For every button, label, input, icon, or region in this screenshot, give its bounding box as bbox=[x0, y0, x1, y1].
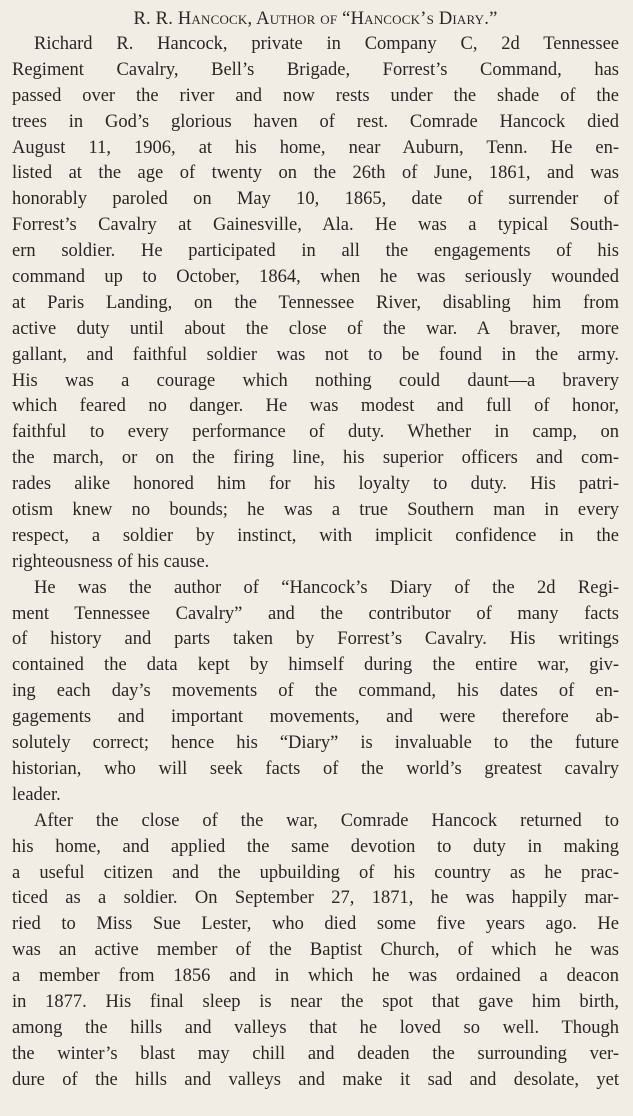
text-line: Regiment Cavalry, Bell’s Brigade, Forrest’s Command, has bbox=[12, 59, 619, 80]
text-line: contained the data kept by himself during the entire war, giv- bbox=[12, 655, 619, 676]
text-line: gallant, and faithful soldier was not to be found in the army. bbox=[12, 344, 619, 365]
text-line: listed at the age of twenty on the 26th of June, 1861, and was bbox=[12, 163, 619, 184]
text-line: in 1877. His final sleep is near the spot that gave him birth, bbox=[12, 991, 619, 1012]
text-line: trees in God’s glorious haven of rest. Comrade Hancock died bbox=[12, 111, 619, 132]
text-line: ing each day’s movements of the command, his dates of en- bbox=[12, 681, 619, 702]
text-line: Richard R. Hancock, private in Company C, 2d Tennessee bbox=[34, 34, 619, 54]
text-line: his home, and applied the same devotion to duty in making bbox=[12, 836, 619, 857]
text-line: the march, or on the firing line, his superior officers and com- bbox=[12, 448, 619, 469]
text-line: faithful to every performance of duty. Whether in camp, on bbox=[12, 422, 619, 443]
text-line: was an active member of the Baptist Church, of which he was bbox=[12, 940, 619, 961]
text-line: His was a courage which nothing could daunt—a bravery bbox=[12, 370, 619, 391]
text-line: which feared no danger. He was modest and full of honor, bbox=[12, 396, 619, 417]
text-line: passed over the river and now rests under the shade of the bbox=[12, 85, 619, 106]
text-line: ried to Miss Sue Lester, who died some five years ago. He bbox=[12, 914, 619, 935]
text-line: leader. bbox=[12, 784, 61, 805]
text-line: ment Tennessee Cavalry” and the contributor of many facts bbox=[12, 603, 619, 624]
text-line: a member from 1856 and in which he was ordained a deacon bbox=[12, 966, 619, 987]
text-line: a useful citizen and the upbuilding of his country as he prac- bbox=[12, 862, 619, 883]
text-line: August 11, 1906, at his home, near Auburn, Tenn. He en- bbox=[12, 137, 619, 158]
text-line: at Paris Landing, on the Tennessee River, disabling him from bbox=[12, 292, 619, 313]
text-line: He was the author of “Hancock’s Diary of the 2d Regi- bbox=[34, 577, 619, 598]
text-line: among the hills and valleys that he loved so well. Though bbox=[12, 1017, 619, 1038]
text-line: gagements and important movements, and were therefore ab- bbox=[12, 707, 619, 728]
text-line: solutely correct; hence his “Diary” is invaluable to the future bbox=[12, 733, 619, 754]
text-line: of history and parts taken by Forrest’s Cavalry. His writings bbox=[12, 629, 619, 650]
text-line: historian, who will seek facts of the world’s greatest cavalry bbox=[12, 758, 619, 779]
text-line: honorably paroled on May 10, 1865, date of surrender of bbox=[12, 189, 619, 210]
paragraph bbox=[12, 576, 619, 809]
text-line: rades alike honored him for his loyalty to duty. His patri- bbox=[12, 474, 619, 495]
text-line: Forrest’s Cavalry at Gainesville, Ala. He was a typical South- bbox=[12, 215, 619, 236]
text-line: command up to October, 1864, when he was seriously wounded bbox=[12, 267, 619, 288]
text-line: otism knew no bounds; he was a true Southern man in every bbox=[12, 500, 619, 521]
text-line: active duty until about the close of the war. A braver, more bbox=[12, 318, 619, 339]
text-line: respect, a soldier by instinct, with implicit confidence in the bbox=[12, 525, 619, 546]
text-line: ern soldier. He participated in all the engagements of his bbox=[12, 241, 619, 262]
text-line: dure of the hills and valleys and make it sad and desolate, yet bbox=[12, 1069, 619, 1090]
text-line: After the close of the war, Comrade Hancock returned to bbox=[34, 810, 619, 831]
paragraph bbox=[12, 32, 619, 576]
article-body bbox=[12, 32, 619, 1094]
text-line: righteousness of his cause. bbox=[12, 551, 210, 572]
article-heading: R. R. Hancock, Author of “Hancock’s Diary.” bbox=[133, 9, 498, 29]
text-line: the winter’s blast may chill and deaden the surrounding ver- bbox=[12, 1043, 619, 1064]
paragraph bbox=[12, 809, 619, 1094]
text-line: ticed as a soldier. On September 27, 1871, he was happily mar- bbox=[12, 888, 619, 909]
